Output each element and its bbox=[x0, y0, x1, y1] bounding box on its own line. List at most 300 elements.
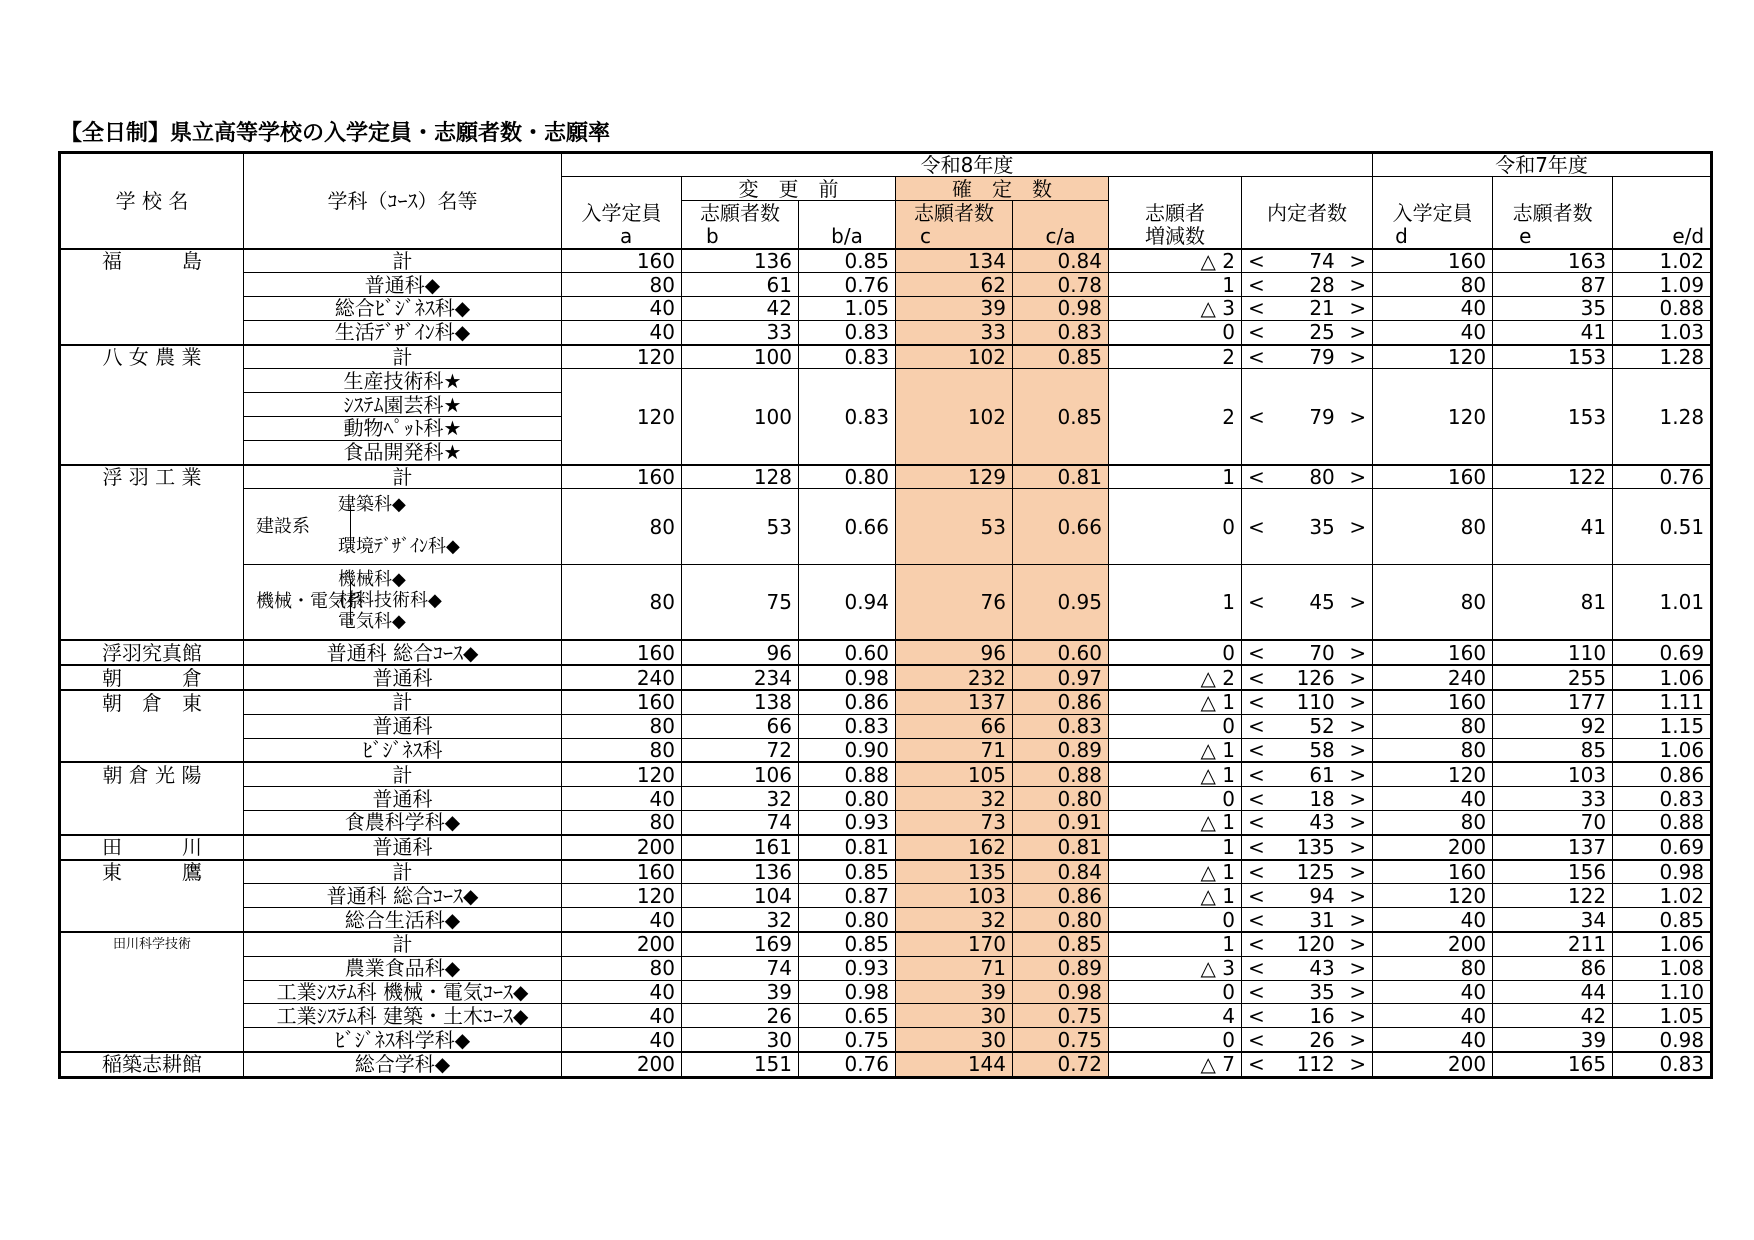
ratio-ed: 1.06 bbox=[1613, 665, 1712, 690]
ratio-ed: 1.03 bbox=[1613, 320, 1712, 344]
dept-name: ｼｽﾃﾑ園芸科★ bbox=[244, 393, 562, 417]
header-r7: 令和7年度 bbox=[1373, 153, 1712, 177]
cap-d: 200 bbox=[1373, 1052, 1493, 1078]
app-b: 138 bbox=[682, 690, 799, 714]
cap-d: 160 bbox=[1373, 465, 1493, 489]
naitei-cell bbox=[1242, 369, 1373, 465]
app-c: 134 bbox=[896, 249, 1013, 273]
diff: 0 bbox=[1109, 714, 1242, 738]
naitei-cell bbox=[1242, 980, 1373, 1004]
cap-a: 240 bbox=[562, 665, 682, 690]
bracket-open: < bbox=[1248, 1052, 1265, 1077]
cap-a: 80 bbox=[562, 489, 682, 565]
school-name: 田 川 bbox=[60, 835, 244, 860]
school-name: 東 鷹 bbox=[60, 860, 244, 884]
app-e: 255 bbox=[1493, 665, 1613, 690]
dept-name: 普通科 bbox=[244, 787, 562, 811]
table-row bbox=[60, 908, 1712, 932]
bracket-close: > bbox=[1349, 714, 1367, 739]
bracket-close: > bbox=[1349, 883, 1367, 908]
bracket-open: < bbox=[1248, 248, 1265, 273]
cap-a: 120 bbox=[562, 345, 682, 369]
naitei-cell bbox=[1242, 690, 1373, 714]
ratio-ed: 1.02 bbox=[1613, 249, 1712, 273]
diff: 0 bbox=[1109, 640, 1242, 665]
dept-name: 計 bbox=[244, 249, 562, 273]
ratio-ba: 0.75 bbox=[799, 1028, 896, 1052]
bracket-close: > bbox=[1349, 835, 1367, 860]
naitei-cell bbox=[1242, 787, 1373, 811]
app-c: 135 bbox=[896, 860, 1013, 884]
school-name bbox=[60, 1004, 244, 1028]
dept-name: 計 bbox=[244, 690, 562, 714]
cap-a: 160 bbox=[562, 690, 682, 714]
ratio-ca: 0.72 bbox=[1013, 1052, 1109, 1078]
app-e: 70 bbox=[1493, 810, 1613, 834]
bracket-open: < bbox=[1248, 640, 1265, 665]
diff: 0 bbox=[1109, 1028, 1242, 1052]
ratio-ba: 0.98 bbox=[799, 665, 896, 690]
naitei-cell bbox=[1242, 345, 1373, 369]
cap-a: 40 bbox=[562, 787, 682, 811]
cap-a: 40 bbox=[562, 908, 682, 932]
bracket-open: < bbox=[1248, 590, 1265, 615]
group-name: 機械・電気系 bbox=[256, 591, 364, 613]
bracket-open: < bbox=[1248, 859, 1265, 884]
app-b: 61 bbox=[682, 273, 799, 297]
app-b: 42 bbox=[682, 297, 799, 321]
naitei-cell bbox=[1242, 714, 1373, 738]
ratio-ca: 0.97 bbox=[1013, 665, 1109, 690]
naitei-cell bbox=[1242, 738, 1373, 762]
sub-dept: 機械科◆ bbox=[338, 569, 406, 591]
cap-d: 80 bbox=[1373, 564, 1493, 640]
cap-a: 160 bbox=[562, 640, 682, 665]
table-row bbox=[60, 465, 1712, 489]
table-row bbox=[60, 273, 1712, 297]
table-row bbox=[60, 980, 1712, 1004]
cap-a: 40 bbox=[562, 320, 682, 344]
bracket-open: < bbox=[1248, 835, 1265, 860]
app-e: 153 bbox=[1493, 345, 1613, 369]
app-e: 122 bbox=[1493, 884, 1613, 908]
school-name bbox=[60, 273, 244, 297]
cap-d: 160 bbox=[1373, 690, 1493, 714]
ratio-ca: 0.84 bbox=[1013, 249, 1109, 273]
ratio-ca: 0.78 bbox=[1013, 273, 1109, 297]
cap-d: 160 bbox=[1373, 860, 1493, 884]
cap-d: 40 bbox=[1373, 787, 1493, 811]
diff: 2 bbox=[1109, 369, 1242, 465]
ratio-ba: 0.83 bbox=[799, 345, 896, 369]
cap-a: 200 bbox=[562, 932, 682, 956]
ratio-ba: 0.93 bbox=[799, 956, 896, 980]
cap-d: 80 bbox=[1373, 738, 1493, 762]
ratio-ed: 1.06 bbox=[1613, 738, 1712, 762]
bracket-close: > bbox=[1349, 640, 1367, 665]
cap-a: 40 bbox=[562, 980, 682, 1004]
school-name: 八 女 農 業 bbox=[60, 345, 244, 369]
header-dept: 学科（ｺｰｽ）名等 bbox=[244, 153, 562, 249]
ratio-ed: 1.08 bbox=[1613, 956, 1712, 980]
ratio-ba: 0.66 bbox=[799, 489, 896, 565]
app-e: 41 bbox=[1493, 320, 1613, 344]
bracket-close: > bbox=[1349, 464, 1367, 489]
school-name bbox=[60, 320, 244, 344]
naitei-value: 94 bbox=[1309, 883, 1335, 908]
bracket-open: < bbox=[1248, 980, 1265, 1004]
bracket-close: > bbox=[1349, 345, 1367, 369]
ratio-ca: 0.98 bbox=[1013, 297, 1109, 321]
ratio-ca: 0.89 bbox=[1013, 956, 1109, 980]
school-name bbox=[60, 787, 244, 811]
app-b: 104 bbox=[682, 884, 799, 908]
bracket-open: < bbox=[1248, 1003, 1265, 1028]
dept-name: 計 bbox=[244, 860, 562, 884]
bracket-close: > bbox=[1349, 1027, 1367, 1052]
bracket-line bbox=[350, 580, 351, 624]
table-row bbox=[60, 489, 1712, 565]
cap-a: 80 bbox=[562, 810, 682, 834]
cap-a: 40 bbox=[562, 1028, 682, 1052]
ratio-ed: 0.83 bbox=[1613, 1052, 1712, 1078]
bracket-open: < bbox=[1248, 690, 1265, 715]
naitei-value: 120 bbox=[1296, 932, 1335, 957]
diff: △ 1 bbox=[1109, 810, 1242, 834]
ratio-ca: 0.83 bbox=[1013, 320, 1109, 344]
cap-d: 40 bbox=[1373, 1004, 1493, 1028]
diff: 0 bbox=[1109, 787, 1242, 811]
dept-name: 食品開発科★ bbox=[244, 440, 562, 464]
app-e: 137 bbox=[1493, 835, 1613, 860]
naitei-cell bbox=[1242, 835, 1373, 860]
naitei-cell bbox=[1242, 489, 1373, 565]
bracket-open: < bbox=[1248, 320, 1265, 345]
ratio-ba: 0.85 bbox=[799, 860, 896, 884]
ratio-ca: 0.91 bbox=[1013, 810, 1109, 834]
ratio-ba: 0.87 bbox=[799, 884, 896, 908]
naitei-value: 43 bbox=[1309, 956, 1335, 981]
app-e: 39 bbox=[1493, 1028, 1613, 1052]
header-ed: e/d bbox=[1613, 225, 1712, 249]
cap-d: 160 bbox=[1373, 640, 1493, 665]
ratio-ed: 1.06 bbox=[1613, 932, 1712, 956]
diff: △ 1 bbox=[1109, 884, 1242, 908]
naitei-value: 43 bbox=[1309, 810, 1335, 835]
app-e: 87 bbox=[1493, 273, 1613, 297]
ratio-ca: 0.88 bbox=[1013, 762, 1109, 786]
cap-d: 120 bbox=[1373, 369, 1493, 465]
dept-name: 工業ｼｽﾃﾑ科 機械・電気ｺｰｽ◆ bbox=[244, 980, 562, 1004]
bracket-open: < bbox=[1248, 714, 1265, 739]
header-b: b bbox=[682, 225, 799, 249]
ratio-ed: 0.83 bbox=[1613, 787, 1712, 811]
school-name bbox=[60, 564, 244, 640]
cap-a: 80 bbox=[562, 738, 682, 762]
dept-name: 食農科学科◆ bbox=[244, 810, 562, 834]
bracket-open: < bbox=[1248, 810, 1265, 835]
bracket-open: < bbox=[1248, 762, 1265, 787]
school-name: 浮羽究真館 bbox=[60, 640, 244, 665]
bracket-close: > bbox=[1349, 690, 1367, 715]
bracket-open: < bbox=[1248, 738, 1265, 762]
header-ba: b/a bbox=[799, 225, 896, 249]
naitei-cell bbox=[1242, 1028, 1373, 1052]
school-name bbox=[60, 440, 244, 464]
app-b: 26 bbox=[682, 1004, 799, 1028]
naitei-cell bbox=[1242, 465, 1373, 489]
diff: 1 bbox=[1109, 932, 1242, 956]
naitei-value: 135 bbox=[1296, 835, 1335, 860]
table-row bbox=[60, 249, 1712, 273]
naitei-value: 16 bbox=[1309, 1003, 1335, 1028]
naitei-cell bbox=[1242, 297, 1373, 321]
ratio-ca: 0.86 bbox=[1013, 884, 1109, 908]
naitei-cell bbox=[1242, 665, 1373, 690]
cap-a: 80 bbox=[562, 273, 682, 297]
ratio-ca: 0.60 bbox=[1013, 640, 1109, 665]
app-c: 103 bbox=[896, 884, 1013, 908]
dept-name: 計 bbox=[244, 762, 562, 786]
cap-d: 120 bbox=[1373, 345, 1493, 369]
cap-a: 160 bbox=[562, 860, 682, 884]
dept-name: ﾋﾞｼﾞﾈｽ科 bbox=[244, 738, 562, 762]
bracket-close: > bbox=[1349, 404, 1367, 429]
naitei-value: 58 bbox=[1309, 738, 1335, 762]
school-name bbox=[60, 714, 244, 738]
bracket-open: < bbox=[1248, 907, 1265, 932]
school-name bbox=[60, 884, 244, 908]
ratio-ca: 0.95 bbox=[1013, 564, 1109, 640]
bracket-close: > bbox=[1349, 738, 1367, 762]
table-row bbox=[60, 690, 1712, 714]
naitei-cell bbox=[1242, 249, 1373, 273]
app-b: 72 bbox=[682, 738, 799, 762]
school-name bbox=[60, 980, 244, 1004]
app-c: 30 bbox=[896, 1028, 1013, 1052]
app-c: 71 bbox=[896, 738, 1013, 762]
header-ca: c/a bbox=[1013, 225, 1109, 249]
diff: 2 bbox=[1109, 345, 1242, 369]
ratio-ba: 0.86 bbox=[799, 690, 896, 714]
app-e: 177 bbox=[1493, 690, 1613, 714]
naitei-value: 74 bbox=[1309, 248, 1335, 273]
app-e: 92 bbox=[1493, 714, 1613, 738]
ratio-ca: 0.83 bbox=[1013, 714, 1109, 738]
header-e: e bbox=[1493, 225, 1613, 249]
app-c: 39 bbox=[896, 980, 1013, 1004]
ratio-ed: 0.98 bbox=[1613, 860, 1712, 884]
table-row bbox=[60, 714, 1712, 738]
cap-d: 120 bbox=[1373, 884, 1493, 908]
app-c: 33 bbox=[896, 320, 1013, 344]
diff: △ 3 bbox=[1109, 956, 1242, 980]
app-b: 136 bbox=[682, 249, 799, 273]
bracket-close: > bbox=[1349, 590, 1367, 615]
table-row bbox=[60, 932, 1712, 956]
admission-table bbox=[58, 151, 1713, 1079]
app-c: 73 bbox=[896, 810, 1013, 834]
sub-dept: 建築科◆ bbox=[338, 493, 406, 515]
app-b: 32 bbox=[682, 908, 799, 932]
header-cap-d: 入学定員 bbox=[1373, 201, 1493, 225]
cap-d: 160 bbox=[1373, 249, 1493, 273]
app-e: 34 bbox=[1493, 908, 1613, 932]
cap-a: 200 bbox=[562, 835, 682, 860]
diff: △ 1 bbox=[1109, 738, 1242, 762]
ratio-ca: 0.81 bbox=[1013, 465, 1109, 489]
header-d: d bbox=[1373, 225, 1493, 249]
app-b: 136 bbox=[682, 860, 799, 884]
ratio-ed: 1.11 bbox=[1613, 690, 1712, 714]
bracket-close: > bbox=[1349, 1052, 1367, 1077]
sub-dept: 材料技術科◆ bbox=[338, 590, 442, 612]
diff: 1 bbox=[1109, 835, 1242, 860]
cap-d: 200 bbox=[1373, 835, 1493, 860]
ratio-ba: 0.81 bbox=[799, 835, 896, 860]
dept-name: 動物ﾍﾟｯﾄ科★ bbox=[244, 417, 562, 441]
ratio-ed: 0.76 bbox=[1613, 465, 1712, 489]
table-header bbox=[60, 153, 1712, 249]
ratio-ca: 0.66 bbox=[1013, 489, 1109, 565]
ratio-ba: 0.88 bbox=[799, 762, 896, 786]
naitei-value: 61 bbox=[1309, 762, 1335, 787]
table-row bbox=[60, 835, 1712, 860]
cap-a: 160 bbox=[562, 465, 682, 489]
dept-name: 総合生活科◆ bbox=[244, 908, 562, 932]
table-row bbox=[60, 1052, 1712, 1078]
app-e: 85 bbox=[1493, 738, 1613, 762]
ratio-ca: 0.75 bbox=[1013, 1028, 1109, 1052]
ratio-ba: 0.93 bbox=[799, 810, 896, 834]
school-name bbox=[60, 908, 244, 932]
table-row bbox=[60, 665, 1712, 690]
table-row bbox=[60, 884, 1712, 908]
dept-name: 農業食品科◆ bbox=[244, 956, 562, 980]
table-row bbox=[60, 810, 1712, 834]
school-name: 朝 倉 bbox=[60, 665, 244, 690]
diff: △ 2 bbox=[1109, 665, 1242, 690]
cap-d: 120 bbox=[1373, 762, 1493, 786]
app-e: 86 bbox=[1493, 956, 1613, 980]
bracket-open: < bbox=[1248, 404, 1265, 429]
app-c: 232 bbox=[896, 665, 1013, 690]
school-name bbox=[60, 489, 244, 565]
ratio-ed: 1.05 bbox=[1613, 1004, 1712, 1028]
cap-d: 80 bbox=[1373, 489, 1493, 565]
header-school: 学 校 名 bbox=[60, 153, 244, 249]
dept-name: 普通科 bbox=[244, 714, 562, 738]
cap-a: 200 bbox=[562, 1052, 682, 1078]
ratio-ba: 0.60 bbox=[799, 640, 896, 665]
table-body bbox=[60, 249, 1712, 1078]
school-name: 福 島 bbox=[60, 249, 244, 273]
app-b: 74 bbox=[682, 810, 799, 834]
ratio-ba: 0.83 bbox=[799, 320, 896, 344]
ratio-ba: 0.80 bbox=[799, 908, 896, 932]
app-c: 32 bbox=[896, 908, 1013, 932]
table-row bbox=[60, 956, 1712, 980]
app-e: 42 bbox=[1493, 1004, 1613, 1028]
bracket-open: < bbox=[1248, 786, 1265, 811]
naitei-value: 21 bbox=[1309, 296, 1335, 321]
app-c: 62 bbox=[896, 273, 1013, 297]
naitei-value: 126 bbox=[1296, 665, 1335, 690]
cap-d: 80 bbox=[1373, 273, 1493, 297]
dept-name: 計 bbox=[244, 345, 562, 369]
ratio-ba: 0.83 bbox=[799, 714, 896, 738]
header-confirmed: 確 定 数 bbox=[896, 177, 1109, 201]
header-r8: 令和8年度 bbox=[562, 153, 1373, 177]
naitei-value: 79 bbox=[1309, 404, 1335, 429]
naitei-value: 28 bbox=[1309, 272, 1335, 297]
cap-d: 80 bbox=[1373, 714, 1493, 738]
bracket-line bbox=[350, 505, 351, 549]
app-b: 33 bbox=[682, 320, 799, 344]
table-row bbox=[60, 787, 1712, 811]
naitei-value: 26 bbox=[1309, 1027, 1335, 1052]
naitei-cell bbox=[1242, 564, 1373, 640]
table-row bbox=[60, 564, 1712, 640]
dept-group bbox=[244, 489, 562, 565]
school-name bbox=[60, 369, 244, 393]
naitei-cell bbox=[1242, 273, 1373, 297]
school-name bbox=[60, 738, 244, 762]
school-name bbox=[60, 297, 244, 321]
ratio-ca: 0.86 bbox=[1013, 690, 1109, 714]
app-e: 110 bbox=[1493, 640, 1613, 665]
naitei-cell bbox=[1242, 956, 1373, 980]
ratio-ca: 0.85 bbox=[1013, 369, 1109, 465]
table-row bbox=[60, 297, 1712, 321]
app-e: 103 bbox=[1493, 762, 1613, 786]
diff: △ 7 bbox=[1109, 1052, 1242, 1078]
app-e: 81 bbox=[1493, 564, 1613, 640]
ratio-ed: 0.98 bbox=[1613, 1028, 1712, 1052]
diff: 1 bbox=[1109, 564, 1242, 640]
bracket-open: < bbox=[1248, 345, 1265, 369]
diff: 4 bbox=[1109, 1004, 1242, 1028]
naitei-cell bbox=[1242, 320, 1373, 344]
table-row bbox=[60, 738, 1712, 762]
ratio-ed: 0.69 bbox=[1613, 835, 1712, 860]
bracket-open: < bbox=[1248, 464, 1265, 489]
school-name bbox=[60, 810, 244, 834]
diff: △ 1 bbox=[1109, 762, 1242, 786]
table-row bbox=[60, 640, 1712, 665]
sub-dept: 環境ﾃﾞｻﾞｲﾝ科◆ bbox=[338, 535, 460, 557]
diff: 1 bbox=[1109, 465, 1242, 489]
header-c: c bbox=[896, 225, 1013, 249]
page-title: 【全日制】県立高等学校の入学定員・志願者数・志願率 bbox=[60, 121, 611, 146]
header-app-e: 志願者数 bbox=[1493, 201, 1613, 225]
app-c: 144 bbox=[896, 1052, 1013, 1078]
app-b: 30 bbox=[682, 1028, 799, 1052]
ratio-ba: 0.76 bbox=[799, 273, 896, 297]
ratio-ed: 1.28 bbox=[1613, 369, 1712, 465]
diff: △ 1 bbox=[1109, 690, 1242, 714]
ratio-ba: 0.85 bbox=[799, 249, 896, 273]
naitei-cell bbox=[1242, 1052, 1373, 1078]
naitei-cell bbox=[1242, 908, 1373, 932]
app-b: 169 bbox=[682, 932, 799, 956]
app-c: 30 bbox=[896, 1004, 1013, 1028]
header-before: 変 更 前 bbox=[682, 177, 896, 201]
ratio-ed: 1.02 bbox=[1613, 884, 1712, 908]
ratio-ed: 1.15 bbox=[1613, 714, 1712, 738]
school-name: 田川科学技術 bbox=[60, 932, 244, 956]
header-app-c: 志願者数 bbox=[896, 201, 1013, 225]
